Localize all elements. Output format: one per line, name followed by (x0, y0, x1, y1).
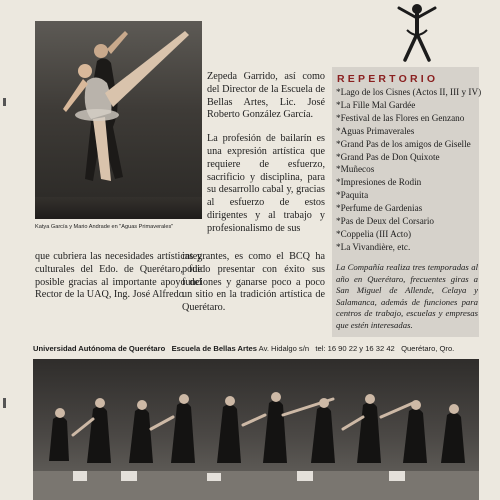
photo-caption: Katya García y Mario Andrade en "Aguas Primaverales" (35, 224, 174, 230)
repertoire-item: *Aguas Primaverales (336, 125, 415, 136)
margin-mark (3, 98, 6, 106)
article-paragraph: que cubriera las necesidades artísticas y culturales del Edo. de Querétaro, fue posible gracias al importante apoyo del Rector de la UAQ, Ing. José Alfredo (35, 251, 202, 301)
phone-numbers: tel: 16 90 22 y 16 32 42 (315, 344, 395, 353)
repertoire-item: *Impresiones de Rodin (336, 177, 422, 188)
repertoire-item: *La Vivandière, etc. (336, 241, 411, 252)
article-paragraph: integrantes, es como el BCQ ha podido presentar con éxito sus funciones y ganarse poco a poco un sitio en la tradición artística de Querétaro. (182, 251, 325, 314)
repertoire-list (336, 86, 481, 254)
article-column-lower-left (35, 251, 202, 302)
article-paragraph: La profesión de bailarín es una expresión artística que requiere de esfuerzo, sacrificio y disciplina, para su desarrollo cabal y, gracias al esfuerzo de estos dirigentes y al trabajo y profesionalismo de sus (207, 133, 325, 234)
article-column-lower-middle (182, 251, 325, 315)
margin-mark (3, 398, 6, 408)
address-line (33, 344, 483, 353)
dancers-photo-illustration (35, 21, 202, 219)
repertoire-title: REPERTORIO (337, 73, 439, 85)
repertoire-item: *Paquita (336, 190, 369, 201)
article-column-upper (207, 71, 325, 247)
repertoire-note: La Compañía realiza tres temporadas al año en Querétaro, frecuentes giras a San Miguel de Allende, Celaya y Salamanca, además de funciones para centros de trabajo, escuelas y empresas que estén interesadas. (336, 262, 478, 330)
dancer-logo (393, 0, 441, 64)
repertoire-item: *Festival de las Flores en Genzano (336, 112, 465, 123)
repertoire-item: *Perfume de Gardenias (336, 203, 423, 214)
repertoire-item: *La Fille Mal Gardée (336, 99, 416, 110)
dancers-photo (35, 21, 202, 219)
ensemble-photo (33, 359, 479, 500)
stage-floor (35, 197, 202, 219)
repertoire-item: *Coppelia (III Acto) (336, 228, 412, 239)
city-name: Querétaro, Qro. (401, 344, 455, 353)
repertoire-item: *Pas de Deux del Corsario (336, 216, 434, 227)
university-name: Universidad Autónoma de Querétaro (33, 344, 166, 353)
repertoire-item: *Grand Pas de los amigos de Giselle (336, 138, 471, 149)
ensemble-photo-illustration (33, 359, 479, 500)
article-paragraph: Zepeda Garrido, así como del Director de la Escuela de Bellas Artes, Lic. José Roberto González García. (207, 71, 325, 121)
school-name: Escuela de Bellas Artes (171, 344, 257, 353)
repertoire-item: *Lago de los Cisnes (Actos II, III y IV) (336, 87, 482, 97)
repertoire-item: *Muñecos (336, 164, 375, 175)
street-address: Av. Hidalgo s/n (258, 344, 310, 353)
repertoire-item: *Grand Pas de Don Quixote (336, 151, 440, 162)
